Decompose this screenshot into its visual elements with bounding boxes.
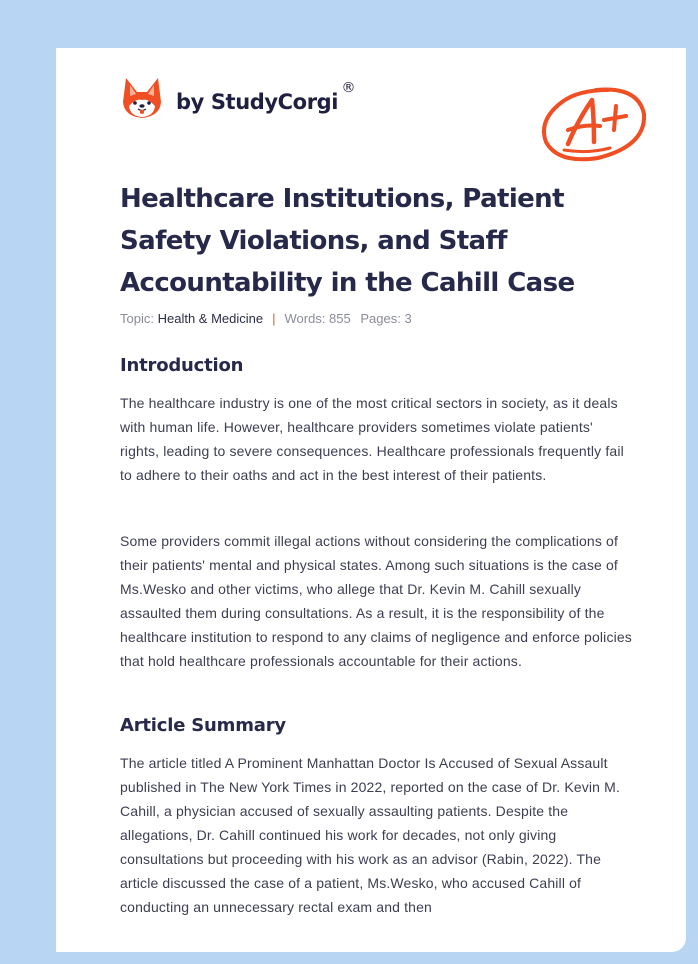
header (120, 74, 648, 164)
article-meta (120, 311, 412, 326)
topic-link[interactable]: Health & Medicine (157, 311, 264, 326)
article-card (56, 48, 686, 952)
brand-name (176, 80, 356, 114)
section-heading-introduction: Introduction (120, 355, 244, 376)
paragraph: The healthcare industry is one of the most critical sectors in society, as it deals with human life. However, healthcare providers sometimes violate patients' rights, leading to severe consequences. Healthcare professionals frequently fail to adhere to their oaths and act in the best interest of their patients. (120, 395, 624, 483)
pages-label: Pages: (360, 311, 401, 326)
words-value: 855 (329, 311, 351, 326)
paragraph: Some providers commit illegal actions without considering the complications of their patients' mental and physical states. Among such situations is the case of Ms.Wesko and other victims, who allege that Dr. Kevin M. Cahill sexually assaulted them during consultations. As a result, it is the responsibility of the healthcare institution to respond to any claims of negligence and enforce policies that hold healthcare professionals accountable for their actions. (120, 533, 632, 669)
brand-text: by StudyCorgi (176, 90, 339, 114)
section-heading-article-summary: Article Summary (120, 715, 286, 736)
topic-label: Topic: (120, 311, 154, 326)
words-label: Words: (284, 311, 326, 326)
studycorgi-logo[interactable] (122, 76, 356, 120)
pages-value: 3 (404, 311, 412, 326)
corgi-logo-icon (122, 76, 162, 120)
article-title: Healthcare Institutions, Patient Safety Violations, and Staff Accountability in the Cahill Case (120, 184, 575, 298)
a-plus-grade-icon (538, 84, 648, 164)
registered-mark: ® (341, 80, 356, 96)
meta-separator: | (272, 311, 276, 326)
paragraph: The article titled A Prominent Manhattan Doctor Is Accused of Sexual Assault published in The New York Times in 2022, reported on the case of Dr. Kevin M. Cahill, a physician accused of sexually assaulting patients. Despite the allegations, Dr. Cahill continued his work for decades, not only giving consultations but proceeding with his work as an advisor (Rabin, 2022). The article discussed the case of a patient, Ms.Wesko, who accused Cahill of conducting an unnecessary rectal exam and then (120, 755, 621, 915)
